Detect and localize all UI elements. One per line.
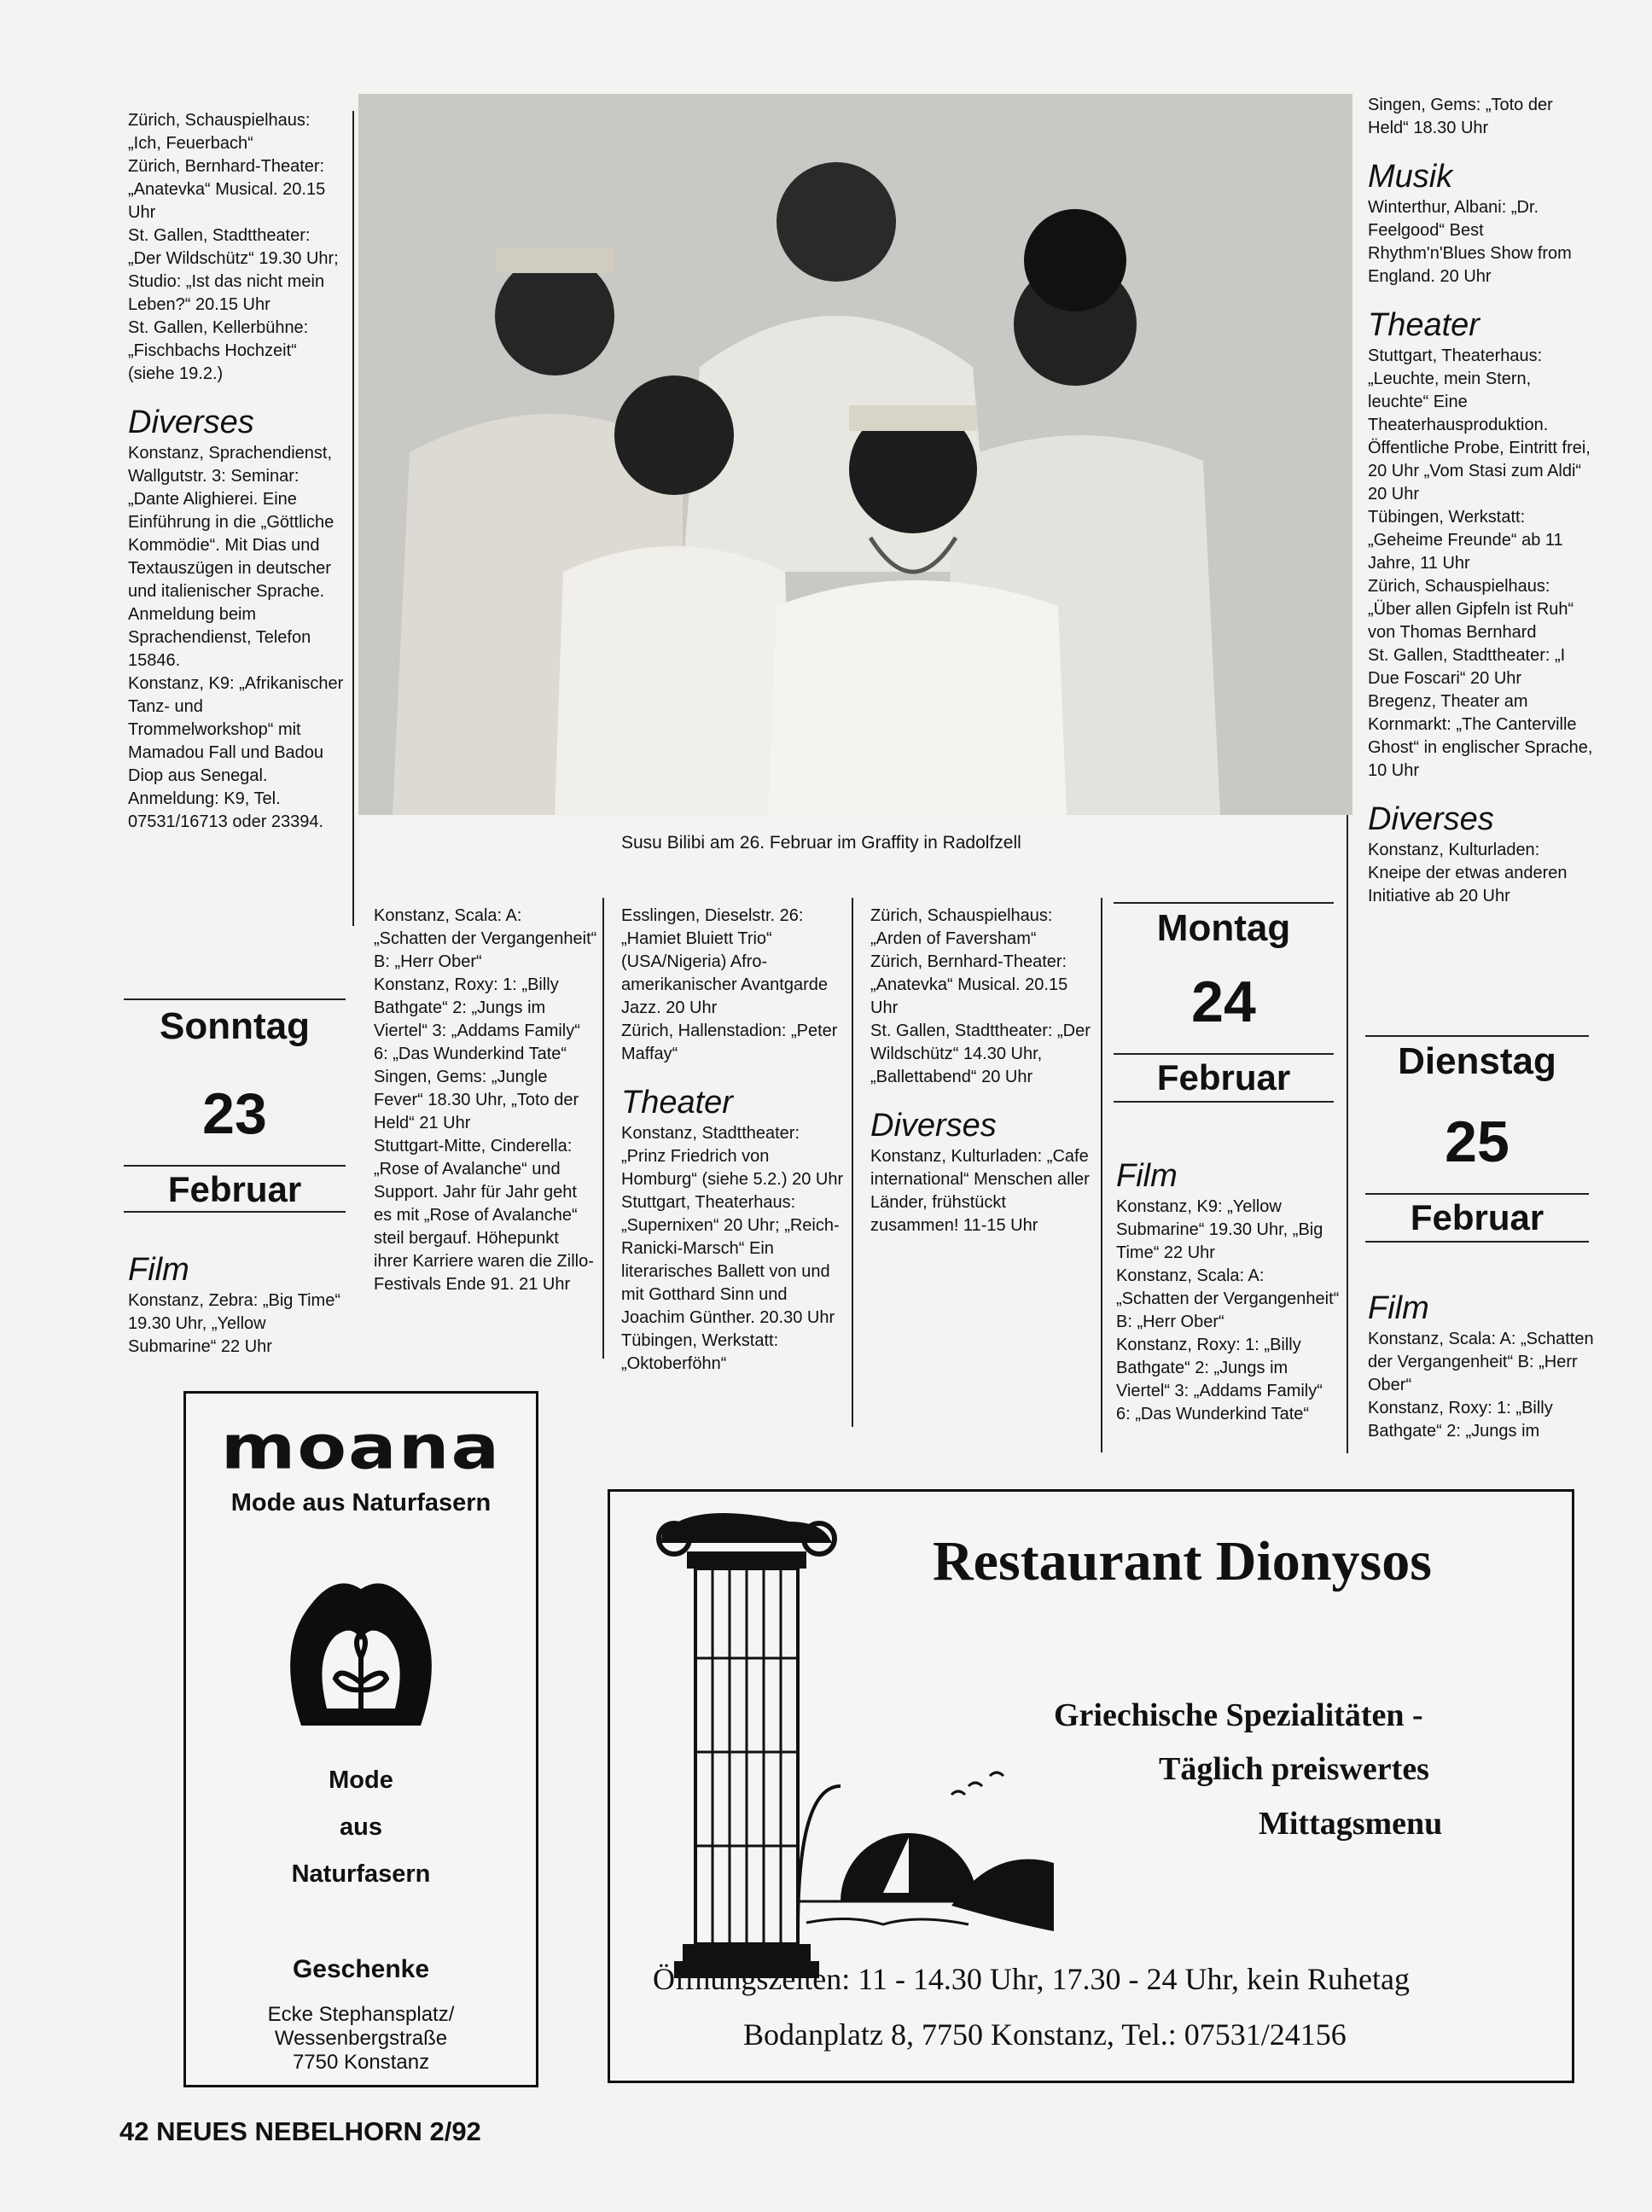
rule [1114,1101,1334,1103]
listing-text: Singen, Gems: „Toto der Held“ 18.30 Uhr [1368,96,1553,137]
column-rule [352,111,354,926]
listing-text: Esslingen, Dieselstr. 26: „Hamiet Bluiett Trio“ (USA/Nigeria) Afro-amerikanischer Avantgarde Jazz. 20 Uhr Zürich, Hallenstadion: „Peter Maffay“ [621,906,838,1063]
restaurant-hours: Öffnungszeiten: 11 - 14.30 Uhr, 17.30 - 24 Uhr, kein Ruhetag [653,1962,1410,1996]
listing-text: Konstanz, Scala: A: „Schatten der Vergangenheit“ B: „Herr Ober“ Konstanz, Roxy: 1: „Billy Bathgate“ 2: „Jungs im Viertel“ 3: „Addams Family“ 6: „Das Wunderkind Tate“ Singen, Gems: „Jungle Fever“ 18.30 Uhr, „Toto der Held“ 21 Uhr Stuttgart-Mitte, Cinderella: „Rose of Avalanche“ und Support. Jahr für Jahr geht es mit „Rose of Avalanche“ steil bergauf. Höhepunkt ihrer Karriere waren die Zillo-Festivals Ende 91. 21 Uhr [374,906,597,1294]
day-month: Februar [167,1169,302,1209]
moana-address: Ecke Stephansplatz/ Wessenbergstraße 7750 Konstanz [267,2003,455,2074]
restaurant-line-2: Täglich preiswertes [1159,1751,1429,1787]
ad-moana [183,1391,538,2087]
day-header-sonntag [124,1003,346,1213]
day-name: Dienstag [1398,1040,1556,1082]
column-5 [1116,1156,1340,1426]
listing-text: Zürich, Schauspielhaus: „Arden of Faversham“ Zürich, Bernhard-Theater: „Anatevka“ Musical. 20.15 Uhr St. Gallen, Stadttheater: „Der Wildschütz“ 14.30 Uhr, „Ballettabend“ 20 Uhr [870,906,1091,1086]
restaurant-line-3: Mittagsmenu [1259,1806,1443,1842]
column-1 [128,109,346,834]
listing-text: Zürich, Schauspielhaus: „Ich, Feuerbach“ Zürich, Bernhard-Theater: „Anatevka“ Musical. 20.15 Uhr St. Gallen, Stadttheater: „Der Wildschütz“ 19.30 Uhr; Studio: „Ist das nicht mein Leben?“ 20.15 Uhr St. Gallen, Kellerbühne: „Fischbachs Hochzeit“ (siehe 19.2.) [128,111,339,383]
column-6-film [1368,1289,1594,1443]
rule [1365,1241,1589,1243]
moana-tagline: Mode aus Naturfasern [230,1489,492,1516]
restaurant-line-1: Griechische Spezialitäten - [1054,1697,1423,1733]
listing-text: Konstanz, Sprachendienst, Wallgutstr. 3: Seminar: „Dante Alighierei. Eine Einführung in die „Göttliche Kommödie“. Mit Dias und Textauszügen in deutscher und italienischer Sprache. Anmeldung beim Sprachendienst, Telefon 15846. Konstanz, K9: „Afrikanischer Tanz- und Trommelworkshop“ mit Mamadou Fall und Badou Diop aus Senegal. Anmeldung: K9, Tel. 07531/16713 oder 23394. [128,444,344,831]
day-name: Montag [1156,907,1291,949]
column-rule [602,898,604,1359]
listing-text: Konstanz, Kulturladen: Kneipe der etwas anderen Initiative ab 20 Uhr [1368,841,1568,905]
moana-line-1: Mode [329,1767,393,1794]
ad-restaurant-dionysos [608,1489,1574,2083]
day-name: Sonntag [160,1005,310,1047]
day-header-dienstag [1365,1038,1589,1243]
column-rule [1101,898,1102,1452]
listing-text: Konstanz, Zebra: „Big Time“ 19.30 Uhr, „Yellow Submarine“ 22 Uhr [128,1291,340,1356]
page-footer: 42 NEUES NEBELHORN 2/92 [119,2116,481,2146]
cotton-logo [267,1555,455,1743]
column-1-film [128,1250,346,1359]
column-rule [852,898,853,1427]
cotton-flower-icon [267,1555,455,1743]
listing-text: Konstanz, Stadttheater: „Prinz Friedrich von Homburg“ (siehe 5.2.) 20 Uhr Stuttgart, Theaterhaus: „Supernixen“ 20 Uhr; „Reich-Ranicki-Marsch“ Ein literarisches Ballett von und mit Gotthard Sinn und Joachim Günther. 20.30 Uhr Tübingen, Werkstatt: „Oktoberföhn“ [621,1124,844,1373]
section-heading: Film [128,1252,189,1288]
section-heading: Musik [1368,159,1453,195]
day-month: Februar [1156,1057,1291,1097]
day-number: 24 [1191,969,1256,1034]
rule [1365,1193,1589,1195]
moana-gifts: Geschenke [292,1955,430,1983]
section-heading: Film [1368,1290,1429,1326]
day-number: 23 [202,1081,267,1146]
rule [1365,1035,1589,1037]
column-3 [621,905,845,1376]
section-heading: Diverses [1368,801,1494,837]
rule [124,1165,346,1167]
listing-text: Konstanz, Scala: A: „Schatten der Vergangenheit“ B: „Herr Ober“ Konstanz, Roxy: 1: „Billy Bathgate“ 2: „Jungs im [1368,1330,1594,1441]
listing-text: Stuttgart, Theaterhaus: „Leuchte, mein Stern, leuchte“ Eine Theaterhausproduktion. Öffentliche Probe, Eintritt frei, 20 Uhr „Vom Stasi zum Aldi“ 20 Uhr Tübingen, Werkstatt: „Geheime Freunde“ ab 11 Jahre, 11 Uhr Zürich, Schauspielhaus: „Über allen Gipfeln ist Ruh“ von Thomas Bernhard St. Gallen, Stadttheater: „I Due Foscari“ 20 Uhr Bregenz, Theater am Kornmarkt: „The Canterville Ghost“ in englischer Sprache, 10 Uhr [1368,346,1593,780]
day-header-montag [1114,905,1334,1103]
section-heading: Theater [1368,307,1480,343]
section-heading: Diverses [870,1108,997,1144]
day-month: Februar [1410,1197,1544,1237]
section-heading: Theater [621,1085,733,1121]
rule [124,1211,346,1213]
listing-text: Konstanz, K9: „Yellow Submarine“ 19.30 Uhr, „Big Time“ 22 Uhr Konstanz, Scala: A: „Schatten der Vergangenheit“ B: „Herr Ober“ Konstanz, Roxy: 1: „Billy Bathgate“ 2: „Jungs im Viertel“ 3: „Addams Family“ 6: „Das Wunderkind Tate“ [1116,1197,1340,1423]
band-photo [358,94,1352,815]
column-4 [870,905,1094,1237]
moana-logo: moana [220,1412,502,1483]
moana-line-3: Naturfasern [291,1860,431,1888]
section-heading: Diverses [128,405,254,440]
rule [1114,1053,1334,1055]
section-heading: Film [1116,1158,1178,1194]
column-2 [374,905,597,1296]
restaurant-address: Bodanplatz 8, 7750 Konstanz, Tel.: 07531/24156 [743,2017,1347,2052]
day-number: 25 [1445,1109,1509,1174]
rule [124,998,346,1000]
moana-line-2: aus [340,1813,382,1841]
listing-text: Winterthur, Albani: „Dr. Feelgood“ Best Rhythm'n'Blues Show from England. 20 Uhr [1368,198,1572,286]
listing-text: Konstanz, Kulturladen: „Cafe international“ Menschen aller Länder, frühstückt zusammen! 11-15 Uhr [870,1147,1090,1235]
photo-illustration [358,94,1352,815]
restaurant-title: Restaurant Dionysos [933,1530,1432,1592]
rule [1114,902,1334,904]
column-6 [1368,94,1594,908]
photo-caption: Susu Bilibi am 26. Februar im Graffity in Radolfzell [621,833,1021,853]
